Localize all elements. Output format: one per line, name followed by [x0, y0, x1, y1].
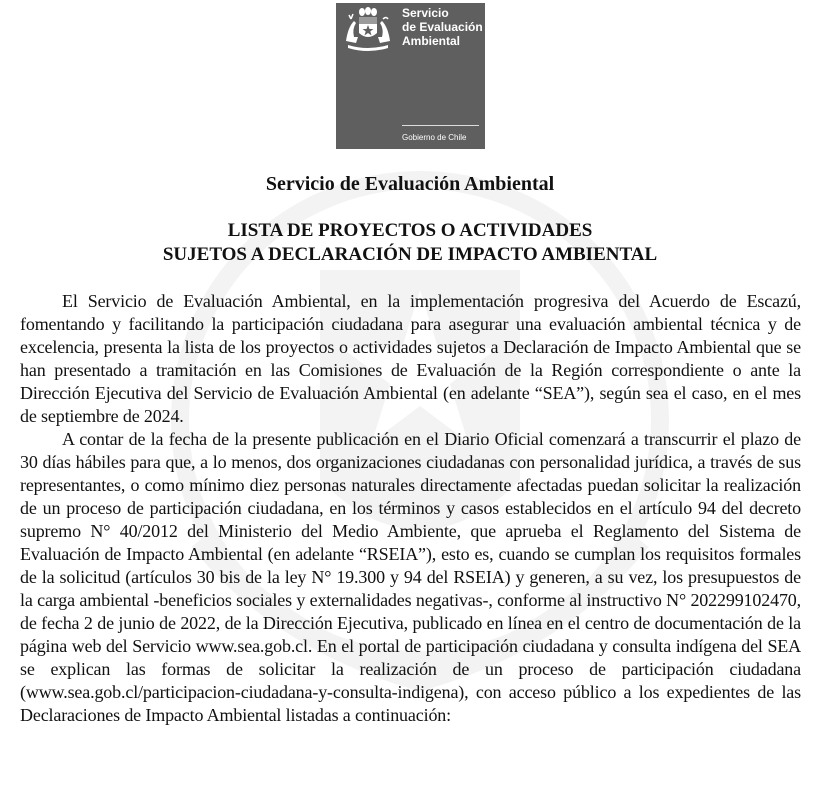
- document-title: Servicio de Evaluación Ambiental: [265, 173, 555, 195]
- paragraph-intro: El Servicio de Evaluación Ambiental, en la implementación progresiva del Acuerdo de Escazú, fomentando y facilitando la participación ciudadana para asegurar una evaluación ambiental técnica y de excelencia, presenta la lista de los proyectos o actividades sujetos a Declaración de Impacto Ambiental que se han presentado a tramitación en las Comisiones de Evaluación de la Región correspondiente o ante la Dirección Ejecutiva del Servicio de Evaluación Ambiental (en adelante “SEA”), según sea el caso, en el mes de septiembre de 2024.: [20, 291, 801, 426]
- logo-government: Gobierno de Chile: [402, 133, 467, 142]
- logo-divider: [402, 125, 479, 126]
- logo-line-2: de Evaluación: [402, 20, 483, 34]
- logo-line-1: Servicio: [402, 6, 449, 20]
- logo-line-3: Ambiental: [402, 34, 461, 48]
- document-subtitle-line-1: LISTA DE PROYECTOS O ACTIVIDADES: [227, 220, 593, 241]
- document-body: [20, 290, 801, 727]
- paragraph-participation: A contar de la fecha de la presente publicación en el Diario Oficial comenzará a transcurrir el plazo de 30 días hábiles para que, a lo menos, dos organizaciones ciudadanas con personalidad jurídica, a través de sus representantes, o como mínimo diez personas naturales directamente afectadas puedan solicitar la realización de un proceso de participación ciudadana, en los términos y casos establecidos en el artículo 94 del decreto supremo N° 40/2012 del Ministerio del Medio Ambiente, que aprueba el Reglamento del Sistema de Evaluación de Impacto Ambiental (en adelante “RSEIA”), esto es, cuando se cumplan los requisitos formales de la solicitud (artículos 30 bis de la ley N° 19.300 y 94 del RSEIA) y generen, a su vez, los presupuestos de la carga ambiental -beneficios sociales y externalidades negativas-, conforme al instructivo N° 202299102470, de fecha 2 de junio de 2022, de la Dirección Ejecutiva, publicado en línea en el centro de documentación de la página web del Servicio www.sea.gob.cl. En el portal de participación ciudadana y consulta indígena del SEA se explican las formas de solicitar la realización de un proceso de participación ciudadana (www.sea.gob.cl/participacion-ciudadana-y-consulta-indigena), con acceso público a los expedientes de las Declaraciones de Impacto Ambiental listadas a continuación:: [20, 429, 801, 725]
- document-subtitle-line-2: SUJETOS A DECLARACIÓN DE IMPACTO AMBIENTAL: [162, 244, 658, 265]
- sea-logo: [336, 3, 485, 149]
- chile-coat-of-arms-icon: [342, 7, 394, 51]
